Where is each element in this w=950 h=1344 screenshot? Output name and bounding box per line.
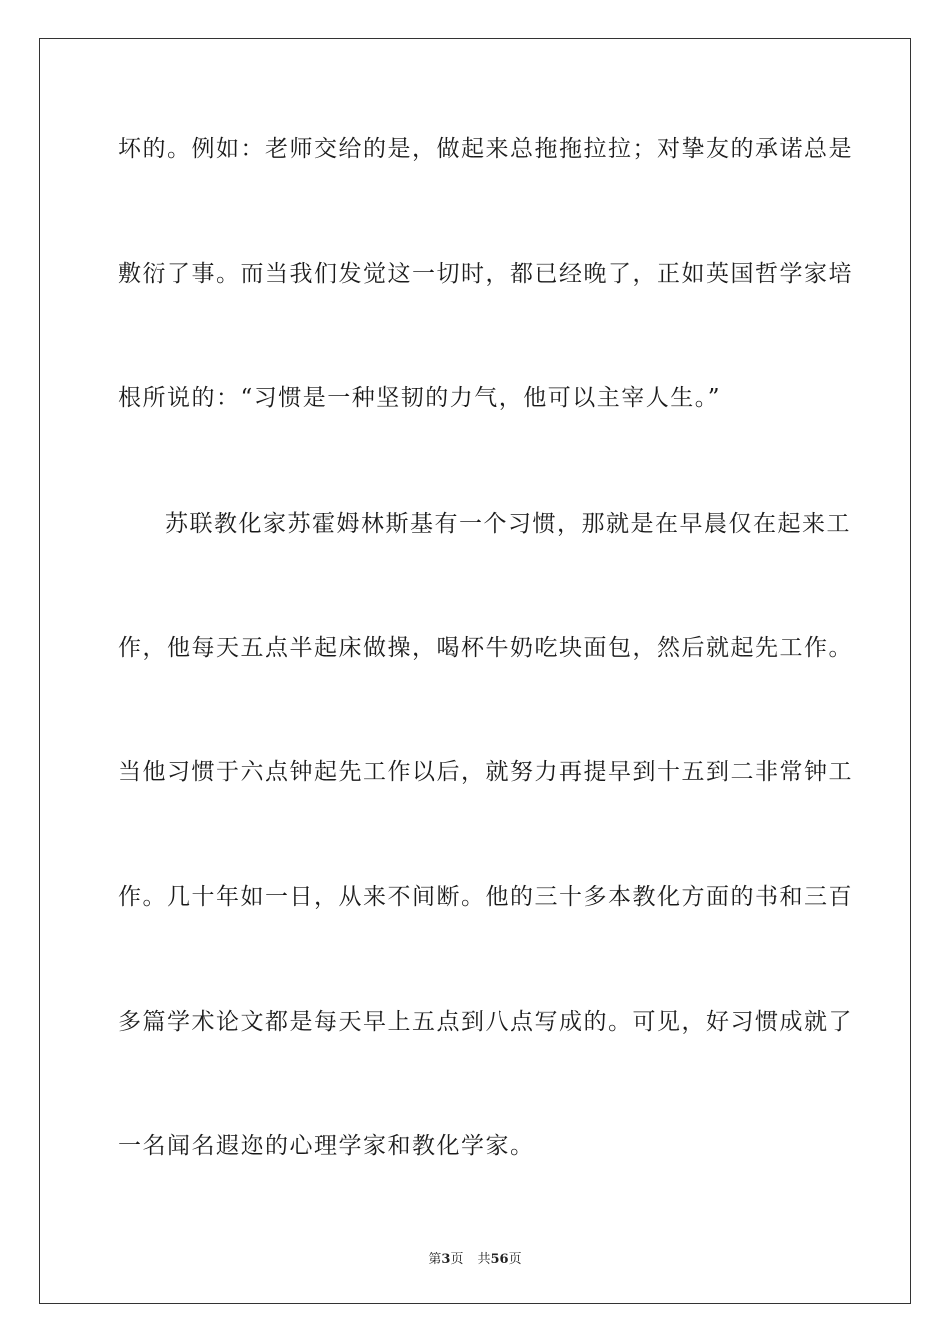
page-border [39,38,911,1304]
paragraph-line-9: 一名闻名遐迩的心理学家和教化学家。 [118,1133,535,1159]
total-pages: 56 [490,1252,509,1267]
total-suffix: 页 [508,1252,522,1267]
paragraph-line-4: 苏联教化家苏霍姆林斯基有一个习惯，那就是在早晨仅在起来工 [165,511,851,537]
paragraph-line-5: 作，他每天五点半起床做操，喝杯牛奶吃块面包，然后就起先工作。 [118,635,853,661]
page-prefix: 第 [428,1252,442,1267]
paragraph-line-3: 根所说的：“习惯是一种坚韧的力气，他可以主宰人生。” [118,385,722,411]
paragraph-line-1: 坏的。例如：老师交给的是，做起来总拖拖拉拉；对挚友的承诺总是 [118,136,853,162]
page-number: 3 [441,1252,451,1267]
page-footer [0,1248,950,1267]
paragraph-line-2: 敷衍了事。而当我们发觉这一切时，都已经晚了，正如英国哲学家培 [118,261,853,287]
paragraph-line-8: 多篇学术论文都是每天早上五点到八点写成的。可见，好习惯成就了 [118,1009,853,1035]
paragraph-line-6: 当他习惯于六点钟起先工作以后，就努力再提早到十五到二非常钟工 [118,759,853,785]
paragraph-line-7: 作。几十年如一日，从来不间断。他的三十多本教化方面的书和三百 [118,884,853,910]
page-suffix: 页 [450,1252,464,1267]
total-prefix: 共 [477,1252,491,1267]
